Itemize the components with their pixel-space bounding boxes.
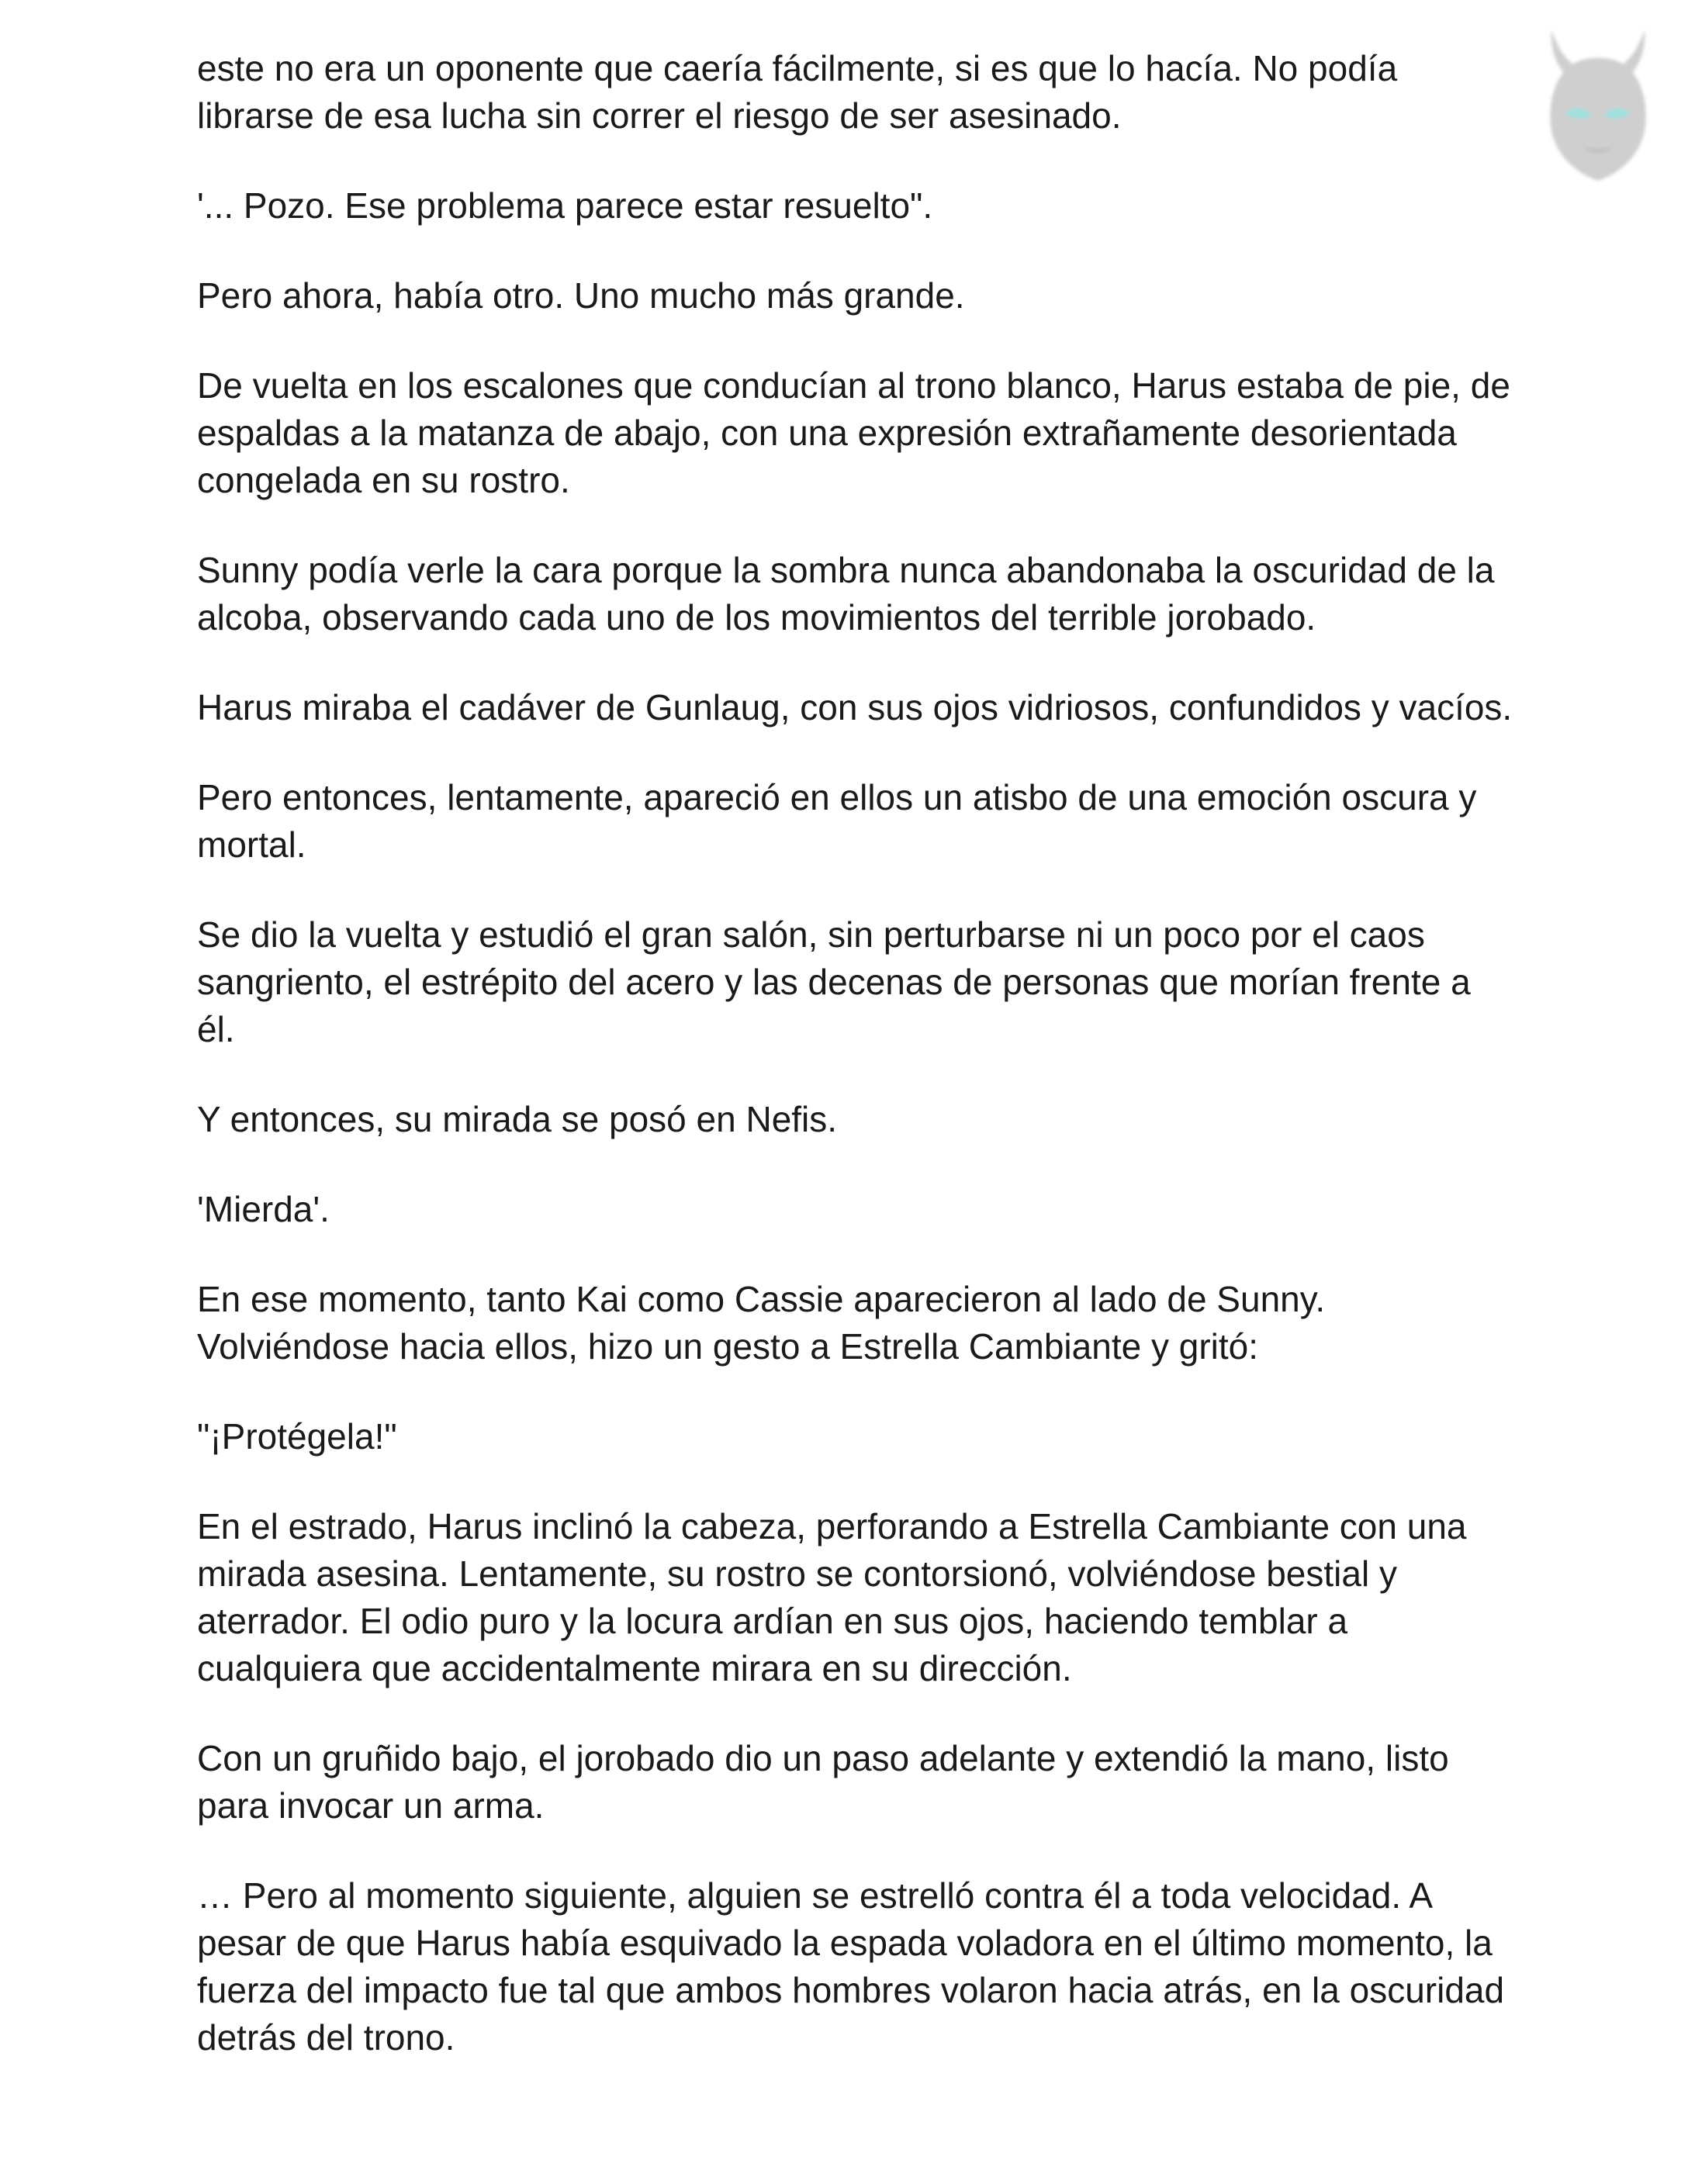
paragraph: … Pero al momento siguiente, alguien se estrelló contra él a toda velocidad. A pesar de que Harus había esquivado la espada voladora en el último momento, la fuerza del impacto fue tal que ambos hombres volaron hacia atrás, en la oscuridad detrás del trono. xyxy=(197,1875,1505,2058)
paragraph: Se dio la vuelta y estudió el gran salón, sin perturbarse ni un poco por el caos sangriento, el estrépito del acero y las decenas de personas que morían frente a él. xyxy=(197,914,1471,1049)
paragraph: En el estrado, Harus inclinó la cabeza, perforando a Estrella Cambiante con una mirada asesina. Lentamente, su rostro se contorsionó, volviéndose bestial y aterrador. El odio puro y la locura ardían en sus ojos, haciendo temblar a cualquiera que accidentalmente mirara en su dirección. xyxy=(197,1506,1467,1688)
paragraph: Y entonces, su mirada se posó en Nefis. xyxy=(197,1099,838,1139)
paragraph: Con un gruñido bajo, el jorobado dio un paso adelante y extendió la mano, listo para invocar un arma. xyxy=(197,1738,1449,1826)
paragraph: Pero entonces, lentamente, apareció en ellos un atisbo de una emoción oscura y mortal. xyxy=(197,777,1477,865)
paragraph: Pero ahora, había otro. Uno mucho más grande. xyxy=(197,275,965,316)
paragraph: este no era un oponente que caería fácilmente, si es que lo hacía. No podía librarse de esa lucha sin correr el riesgo de ser asesinado. xyxy=(197,48,1398,136)
paragraph: Sunny podía verle la cara porque la sombra nunca abandonaba la oscuridad de la alcoba, observando cada uno de los movimientos del terrible jorobado. xyxy=(197,550,1495,638)
paragraph: En ese momento, tanto Kai como Cassie aparecieron al lado de Sunny. Volviéndose hacia ellos, hizo un gesto a Estrella Cambiante y gritó: xyxy=(197,1279,1326,1367)
paragraph: Harus miraba el cadáver de Gunlaug, con sus ojos vidriosos, confundidos y vacíos. xyxy=(197,687,1513,727)
paragraph: '... Pozo. Ese problema parece estar resuelto". xyxy=(197,185,933,226)
paragraph: De vuelta en los escalones que conducían al trono blanco, Harus estaba de pie, de espaldas a la matanza de abajo, con una expresión extrañamente desorientada congelada en su rostro. xyxy=(197,365,1510,500)
paragraph: 'Mierda'. xyxy=(197,1189,330,1229)
paragraph: "¡Protégela!" xyxy=(197,1416,397,1457)
demon-head-logo-icon xyxy=(1520,14,1676,185)
document-body xyxy=(197,45,1516,2104)
